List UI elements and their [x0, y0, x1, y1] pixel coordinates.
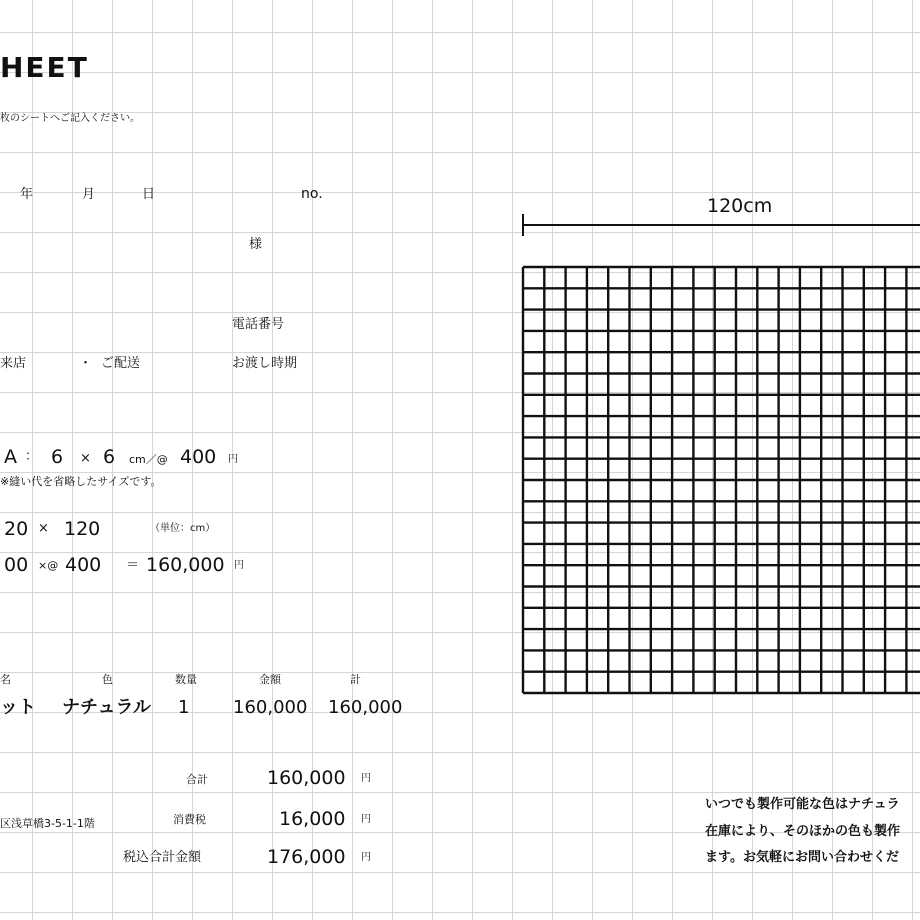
note-line-1: いつでも製作可能な色はナチュラ: [705, 797, 900, 812]
pattern-unit: cm／@: [129, 453, 168, 466]
col-header-item: 名: [0, 673, 11, 686]
grand-total-label: 税込合計金額: [123, 850, 202, 865]
size-unit-note: （単位：cm）: [150, 523, 216, 534]
note-line-2: 在庫により、そのほかの色も製作: [705, 824, 901, 839]
subtotal-value: 160,000: [267, 767, 346, 789]
option-separator: ・: [79, 356, 93, 371]
row-item: ット: [0, 697, 36, 718]
handover-time-label: お渡し時期: [232, 356, 298, 371]
pattern-yen: 円: [228, 454, 238, 465]
width-dimension-line: [522, 214, 920, 236]
pattern-height: 6: [103, 446, 116, 468]
note-line-3: ます。お気軽にお問い合わせくだ: [705, 850, 899, 865]
size-height: 120: [64, 518, 101, 540]
year-label: 年: [20, 187, 34, 202]
grand-total-yen: 円: [361, 852, 371, 863]
dimension-tick: [522, 214, 524, 236]
seam-note: ※縫い代を省略したサイズです。: [0, 475, 162, 488]
pattern-unit-price: 400: [180, 446, 217, 468]
pattern-width: 6: [51, 446, 64, 468]
row-color: ナチュラル: [62, 697, 151, 718]
col-header-color: 色: [102, 673, 113, 686]
sheet-title: HEET: [0, 51, 89, 84]
subtotal-yen: 円: [361, 773, 371, 784]
tax-value: 16,000: [279, 808, 346, 830]
dimension-line: [522, 224, 920, 226]
diagram-width-label: 120cm: [707, 195, 773, 217]
subtotal-label: 合計: [186, 773, 208, 786]
pattern-colon: ：: [25, 449, 39, 464]
calc-times-at: ×@: [38, 559, 59, 572]
tax-yen: 円: [361, 814, 371, 825]
row-amount: 160,000: [233, 697, 308, 718]
month-label: 月: [82, 187, 96, 202]
row-qty: 1: [178, 697, 190, 718]
calc-total: 160,000: [146, 554, 225, 576]
shipping-option: ご配送: [101, 356, 141, 371]
grand-total-value: 176,000: [267, 846, 346, 868]
size-times: ×: [38, 521, 49, 536]
fabric-grid-diagram: [521, 265, 920, 696]
store-visit-option: 来店: [0, 356, 27, 371]
col-header-qty: 数量: [175, 673, 197, 686]
col-header-amount: 金額: [259, 673, 281, 686]
calc-count: 00: [4, 554, 29, 576]
pattern-times: ×: [80, 451, 91, 466]
calc-unit-price: 400: [65, 554, 102, 576]
phone-label: 電話番号: [232, 317, 285, 332]
pattern-label: A: [4, 446, 17, 468]
day-label: 日: [142, 187, 156, 202]
honorific-label: 様: [249, 237, 263, 252]
row-total: 160,000: [328, 697, 403, 718]
shop-address: 区浅草橋3-5-1-1階: [0, 817, 95, 830]
instruction-text: 枚のシートへご記入ください。: [0, 113, 140, 124]
calc-equals: ＝: [126, 558, 140, 573]
tax-label: 消費税: [173, 813, 206, 826]
size-width: 20: [4, 518, 29, 540]
col-header-total: 計: [350, 673, 361, 686]
calc-yen: 円: [234, 560, 244, 571]
order-number-label: no.: [301, 186, 323, 202]
